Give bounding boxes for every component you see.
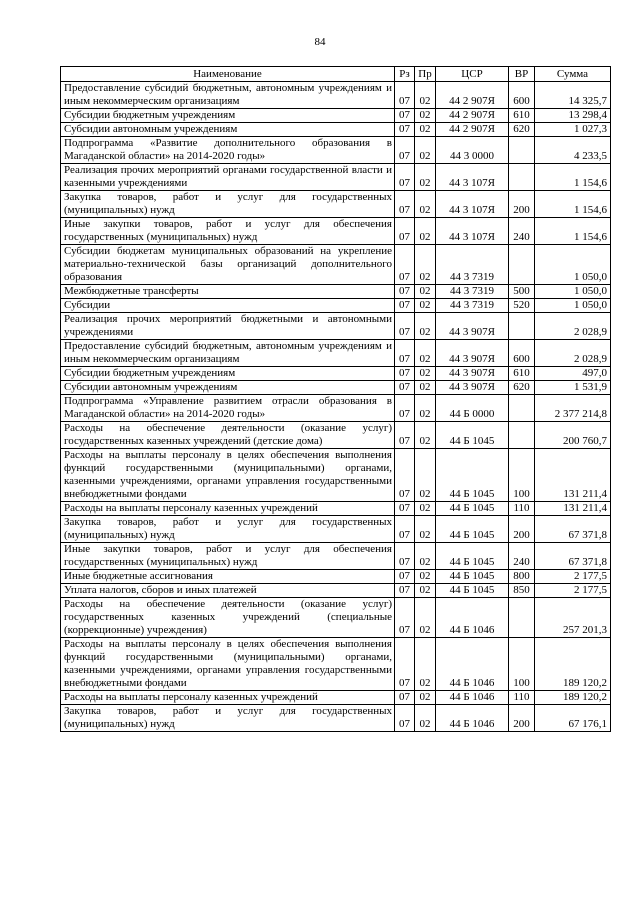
cell-pr: 02 <box>415 191 436 218</box>
cell-csr: 44 Б 1046 <box>436 598 509 638</box>
cell-csr: 44 Б 1045 <box>436 516 509 543</box>
cell-rz: 07 <box>395 123 415 137</box>
cell-rz: 07 <box>395 543 415 570</box>
cell-pr: 02 <box>415 367 436 381</box>
header-sum: Сумма <box>535 67 611 82</box>
cell-sum: 1 154,6 <box>535 191 611 218</box>
cell-sum: 131 211,4 <box>535 502 611 516</box>
cell-csr: 44 3 107Я <box>436 191 509 218</box>
table-header-row <box>61 67 611 82</box>
cell-sum: 2 177,5 <box>535 570 611 584</box>
cell-vr: 610 <box>509 367 535 381</box>
cell-pr: 02 <box>415 449 436 502</box>
cell-vr: 850 <box>509 584 535 598</box>
cell-sum: 1 050,0 <box>535 285 611 299</box>
cell-csr: 44 2 907Я <box>436 82 509 109</box>
cell-rz: 07 <box>395 137 415 164</box>
cell-vr: 100 <box>509 449 535 502</box>
cell-name: Реализация прочих мероприятий органами государственной власти и казенными учреждениями <box>61 164 395 191</box>
table-row <box>61 123 611 137</box>
cell-pr: 02 <box>415 422 436 449</box>
cell-name: Расходы на обеспечение деятельности (оказание услуг) государственных казенных учреждений (специальные (коррекционные) учреждения) <box>61 598 395 638</box>
cell-pr: 02 <box>415 313 436 340</box>
table-row <box>61 137 611 164</box>
cell-rz: 07 <box>395 449 415 502</box>
cell-rz: 07 <box>395 502 415 516</box>
cell-vr: 600 <box>509 340 535 367</box>
table-row <box>61 584 611 598</box>
cell-pr: 02 <box>415 584 436 598</box>
cell-rz: 07 <box>395 313 415 340</box>
cell-pr: 02 <box>415 109 436 123</box>
cell-vr <box>509 395 535 422</box>
table-row <box>61 422 611 449</box>
cell-vr: 110 <box>509 502 535 516</box>
cell-sum: 2 028,9 <box>535 340 611 367</box>
cell-csr: 44 3 907Я <box>436 367 509 381</box>
cell-pr: 02 <box>415 218 436 245</box>
header-pr: Пр <box>415 67 436 82</box>
cell-name: Уплата налогов, сборов и иных платежей <box>61 584 395 598</box>
budget-table <box>60 66 611 732</box>
cell-sum: 67 371,8 <box>535 516 611 543</box>
cell-rz: 07 <box>395 381 415 395</box>
table-row <box>61 570 611 584</box>
cell-sum: 1 027,3 <box>535 123 611 137</box>
cell-vr: 620 <box>509 381 535 395</box>
cell-sum: 189 120,2 <box>535 638 611 691</box>
cell-pr: 02 <box>415 705 436 732</box>
cell-sum: 4 233,5 <box>535 137 611 164</box>
cell-name: Субсидии бюджетным учреждениям <box>61 367 395 381</box>
table-row <box>61 516 611 543</box>
cell-vr: 520 <box>509 299 535 313</box>
cell-vr: 240 <box>509 543 535 570</box>
cell-vr: 200 <box>509 516 535 543</box>
cell-rz: 07 <box>395 218 415 245</box>
table-row <box>61 285 611 299</box>
page-number: 84 <box>314 36 326 48</box>
table-row <box>61 109 611 123</box>
cell-pr: 02 <box>415 638 436 691</box>
cell-pr: 02 <box>415 570 436 584</box>
cell-pr: 02 <box>415 598 436 638</box>
cell-name: Субсидии <box>61 299 395 313</box>
table-row <box>61 502 611 516</box>
cell-csr: 44 Б 1046 <box>436 638 509 691</box>
cell-pr: 02 <box>415 516 436 543</box>
table-row <box>61 543 611 570</box>
cell-vr: 110 <box>509 691 535 705</box>
table-row <box>61 691 611 705</box>
table-row <box>61 598 611 638</box>
cell-name: Подпрограмма «Развитие дополнительного образования в Магаданской области» на 2014-2020 годы» <box>61 137 395 164</box>
cell-vr: 620 <box>509 123 535 137</box>
cell-sum: 67 371,8 <box>535 543 611 570</box>
cell-name: Закупка товаров, работ и услуг для государственных (муниципальных) нужд <box>61 516 395 543</box>
cell-rz: 07 <box>395 245 415 285</box>
table-row <box>61 218 611 245</box>
cell-csr: 44 Б 1046 <box>436 705 509 732</box>
cell-csr: 44 3 0000 <box>436 137 509 164</box>
cell-pr: 02 <box>415 395 436 422</box>
cell-name: Субсидии автономным учреждениям <box>61 381 395 395</box>
cell-sum: 131 211,4 <box>535 449 611 502</box>
cell-rz: 07 <box>395 109 415 123</box>
table-row <box>61 381 611 395</box>
table-row <box>61 82 611 109</box>
cell-pr: 02 <box>415 164 436 191</box>
cell-name: Закупка товаров, работ и услуг для государственных (муниципальных) нужд <box>61 191 395 218</box>
cell-sum: 13 298,4 <box>535 109 611 123</box>
cell-csr: 44 Б 0000 <box>436 395 509 422</box>
table-row <box>61 191 611 218</box>
table-row <box>61 313 611 340</box>
cell-csr: 44 Б 1045 <box>436 422 509 449</box>
cell-csr: 44 Б 1045 <box>436 584 509 598</box>
table-row <box>61 340 611 367</box>
cell-pr: 02 <box>415 82 436 109</box>
cell-vr: 600 <box>509 82 535 109</box>
cell-rz: 07 <box>395 570 415 584</box>
cell-name: Субсидии бюджетным учреждениям <box>61 109 395 123</box>
cell-rz: 07 <box>395 598 415 638</box>
header-name: Наименование <box>61 67 395 82</box>
cell-name: Иные бюджетные ассигнования <box>61 570 395 584</box>
cell-rz: 07 <box>395 395 415 422</box>
cell-name: Субсидии бюджетам муниципальных образований на укрепление материально-технической базы организаций дополнительного образования <box>61 245 395 285</box>
cell-vr: 800 <box>509 570 535 584</box>
cell-sum: 2 177,5 <box>535 584 611 598</box>
cell-sum: 1 154,6 <box>535 218 611 245</box>
cell-name: Расходы на выплаты персоналу казенных учреждений <box>61 691 395 705</box>
header-rz: Рз <box>395 67 415 82</box>
cell-pr: 02 <box>415 137 436 164</box>
table-row <box>61 367 611 381</box>
cell-name: Реализация прочих мероприятий бюджетными и автономными учреждениями <box>61 313 395 340</box>
cell-csr: 44 3 7319 <box>436 299 509 313</box>
cell-rz: 07 <box>395 422 415 449</box>
cell-name: Предоставление субсидий бюджетным, автономным учреждениям и иным некоммерческим организациям <box>61 340 395 367</box>
cell-vr <box>509 137 535 164</box>
table-row <box>61 449 611 502</box>
cell-vr <box>509 245 535 285</box>
cell-sum: 1 050,0 <box>535 245 611 285</box>
cell-vr: 100 <box>509 638 535 691</box>
cell-name: Расходы на обеспечение деятельности (оказание услуг) государственных казенных учреждений (детские дома) <box>61 422 395 449</box>
cell-csr: 44 Б 1045 <box>436 570 509 584</box>
cell-sum: 497,0 <box>535 367 611 381</box>
cell-vr: 240 <box>509 218 535 245</box>
cell-csr: 44 2 907Я <box>436 109 509 123</box>
cell-name: Расходы на выплаты персоналу в целях обеспечения выполнения функций государственными (муниципальными) органами, казенными учреждениями, органами управления государственными внебюджетными фондами <box>61 638 395 691</box>
table-row <box>61 245 611 285</box>
cell-sum: 200 760,7 <box>535 422 611 449</box>
table-row <box>61 299 611 313</box>
cell-name: Межбюджетные трансферты <box>61 285 395 299</box>
cell-name: Субсидии автономным учреждениям <box>61 123 395 137</box>
cell-csr: 44 3 107Я <box>436 164 509 191</box>
cell-sum: 1 154,6 <box>535 164 611 191</box>
cell-rz: 07 <box>395 367 415 381</box>
cell-vr <box>509 598 535 638</box>
cell-csr: 44 Б 1045 <box>436 502 509 516</box>
cell-rz: 07 <box>395 638 415 691</box>
cell-rz: 07 <box>395 285 415 299</box>
cell-csr: 44 2 907Я <box>436 123 509 137</box>
cell-sum: 189 120,2 <box>535 691 611 705</box>
cell-pr: 02 <box>415 691 436 705</box>
header-csr: ЦСР <box>436 67 509 82</box>
cell-csr: 44 3 907Я <box>436 381 509 395</box>
cell-vr: 610 <box>509 109 535 123</box>
cell-csr: 44 3 107Я <box>436 218 509 245</box>
cell-name: Расходы на выплаты персоналу в целях обеспечения выполнения функций государственными (муниципальными) органами, казенными учреждениями, органами управления государственными внебюджетными фондами <box>61 449 395 502</box>
cell-sum: 1 531,9 <box>535 381 611 395</box>
cell-csr: 44 Б 1046 <box>436 691 509 705</box>
cell-rz: 07 <box>395 516 415 543</box>
cell-csr: 44 3 7319 <box>436 285 509 299</box>
cell-csr: 44 Б 1045 <box>436 449 509 502</box>
cell-name: Иные закупки товаров, работ и услуг для обеспечения государственных (муниципальных) нужд <box>61 218 395 245</box>
cell-name: Иные закупки товаров, работ и услуг для обеспечения государственных (муниципальных) нужд <box>61 543 395 570</box>
cell-csr: 44 Б 1045 <box>436 543 509 570</box>
cell-pr: 02 <box>415 245 436 285</box>
table-body <box>61 82 611 732</box>
cell-pr: 02 <box>415 543 436 570</box>
cell-name: Предоставление субсидий бюджетным, автономным учреждениям и иным некоммерческим организациям <box>61 82 395 109</box>
cell-csr: 44 3 907Я <box>436 340 509 367</box>
cell-rz: 07 <box>395 584 415 598</box>
cell-sum: 257 201,3 <box>535 598 611 638</box>
cell-rz: 07 <box>395 299 415 313</box>
table-row <box>61 164 611 191</box>
table-row <box>61 638 611 691</box>
cell-rz: 07 <box>395 705 415 732</box>
cell-sum: 14 325,7 <box>535 82 611 109</box>
cell-sum: 2 028,9 <box>535 313 611 340</box>
cell-pr: 02 <box>415 123 436 137</box>
cell-vr: 500 <box>509 285 535 299</box>
cell-rz: 07 <box>395 164 415 191</box>
cell-sum: 2 377 214,8 <box>535 395 611 422</box>
cell-vr: 200 <box>509 705 535 732</box>
cell-pr: 02 <box>415 285 436 299</box>
cell-name: Подпрограмма «Управление развитием отрасли образования в Магаданской области» на 2014-2020 годы» <box>61 395 395 422</box>
cell-csr: 44 3 7319 <box>436 245 509 285</box>
cell-name: Закупка товаров, работ и услуг для государственных (муниципальных) нужд <box>61 705 395 732</box>
cell-rz: 07 <box>395 82 415 109</box>
cell-sum: 1 050,0 <box>535 299 611 313</box>
cell-pr: 02 <box>415 299 436 313</box>
cell-sum: 67 176,1 <box>535 705 611 732</box>
table-row <box>61 705 611 732</box>
cell-name: Расходы на выплаты персоналу казенных учреждений <box>61 502 395 516</box>
cell-vr <box>509 164 535 191</box>
cell-pr: 02 <box>415 340 436 367</box>
cell-vr: 200 <box>509 191 535 218</box>
cell-pr: 02 <box>415 381 436 395</box>
header-vr: ВР <box>509 67 535 82</box>
cell-csr: 44 3 907Я <box>436 313 509 340</box>
cell-rz: 07 <box>395 340 415 367</box>
cell-vr <box>509 422 535 449</box>
cell-pr: 02 <box>415 502 436 516</box>
cell-rz: 07 <box>395 191 415 218</box>
cell-rz: 07 <box>395 691 415 705</box>
cell-vr <box>509 313 535 340</box>
table-row <box>61 395 611 422</box>
